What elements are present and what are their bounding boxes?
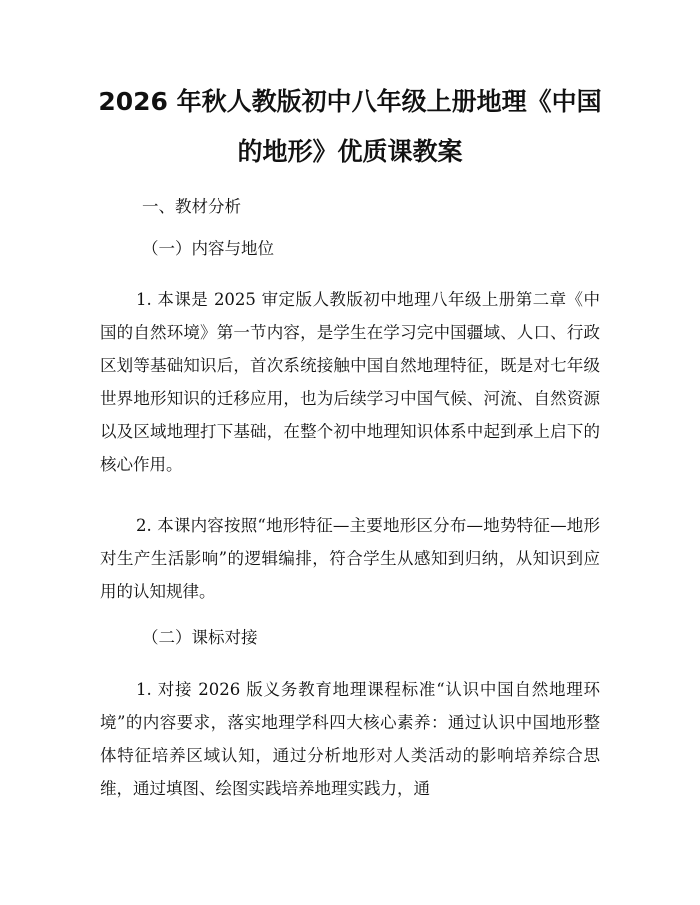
section-heading-textbook-analysis: 一、教材分析 (142, 197, 241, 216)
paragraph-2: 2. 本课内容按照“地形特征—主要地形区分布—地势特征—地形对生产生活影响”的逻辑编排，符合学生从感知到归纳，从知识到应用的认知规律。 (100, 516, 600, 601)
subsection-heading-content-and-position: （一）内容与地位 (142, 239, 274, 258)
subsection-heading-curriculum-standard: （二）课标对接 (142, 628, 258, 647)
paragraph-3: 1. 对接 2026 版义务教育地理课程标准“认识中国自然地理环境”的内容要求，落实地理学科四大核心素养：通过认识中国地形整体特征培养区域认知，通过分析地形对人类活动的影响培养综合思维，通过填图、绘图实践培养地理实践力，通 (100, 680, 600, 798)
paragraph-1: 1. 本课是 2025 审定版人教版初中地理八年级上册第二章《中国的自然环境》第一节内容，是学生在学习完中国疆域、人口、行政区划等基础知识后，首次系统接触中国自然地理特征，既是对七年级世界地形知识的迁移应用，也为后续学习中国气候、河流、自然资源以及区域地理打下基础，在整个初中地理知识体系中起到承上启下的核心作用。 (100, 290, 600, 474)
document-title-line-2: 的地形》优质课教案 (237, 137, 463, 166)
document-title-line-1: 2026 年秋人教版初中八年级上册地理《中国 (98, 87, 602, 116)
